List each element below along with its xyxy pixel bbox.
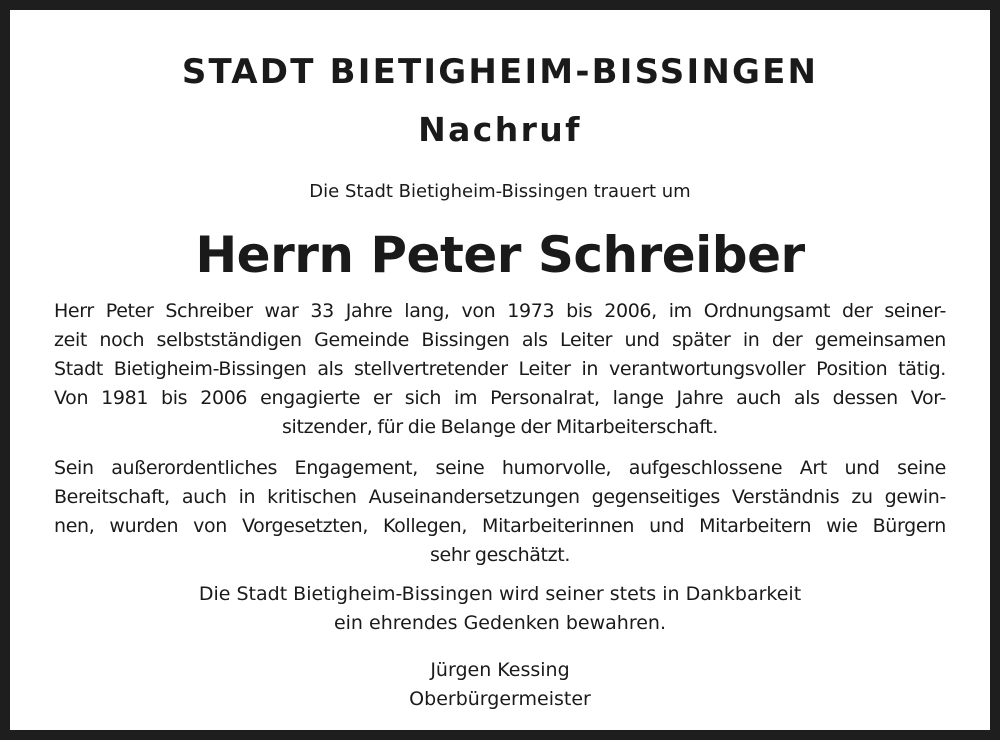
paragraph-line: Die Stadt Bietigheim-Bissingen wird seiner stets in Dankbarkeit — [198, 583, 802, 605]
notice-content — [54, 10, 946, 730]
paragraph-line: sehr geschätzt. — [429, 544, 571, 566]
organization-title: STADT BIETIGHEIM-BISSINGEN — [181, 52, 819, 92]
paragraph-line: ein ehrendes Gedenken bewahren. — [333, 612, 667, 634]
paragraph-line: sitzender, für die Belange der Mitarbeiterschaft. — [282, 416, 718, 438]
paragraph-line: Von 1981 bis 2006 engagierte er sich im Personalrat, lange Jahre auch als dessen Vor- — [54, 387, 946, 409]
paragraph-line: nen, wurden von Vorgesetzten, Kollegen, Mitarbeiterinnen und Mitarbeitern wie Bürgern — [54, 515, 946, 537]
paragraph-line: zeit noch selbstständigen Gemeinde Bissingen als Leiter und später in der gemeinsamen — [54, 329, 946, 351]
notice-type-title: Nachruf — [418, 110, 582, 149]
signature-block — [54, 656, 946, 714]
paragraph-line: Herr Peter Schreiber war 33 Jahre lang, von 1973 bis 2006, im Ordnungsamt der seiner- — [54, 300, 946, 322]
paragraph-line: Bereitschaft, auch in kritischen Auseinandersetzungen gegenseitiges Verständnis zu gewin- — [54, 486, 946, 508]
tribute-paragraph — [54, 454, 946, 570]
deceased-name: Herrn Peter Schreiber — [195, 226, 805, 284]
paragraph-line: Stadt Bietigheim-Bissingen als stellvertretender Leiter in verantwortungsvoller Position tätig. — [54, 358, 946, 380]
signatory-name: Jürgen Kessing — [430, 659, 570, 681]
paragraph-line: Sein außerordentliches Engagement, seine humorvolle, aufgeschlossene Art und seine — [54, 457, 946, 479]
career-paragraph — [54, 297, 946, 442]
closing-paragraph — [54, 580, 946, 638]
signatory-title: Oberbürgermeister — [409, 688, 591, 710]
intro-text: Die Stadt Bietigheim-Bissingen trauert um — [309, 181, 691, 202]
